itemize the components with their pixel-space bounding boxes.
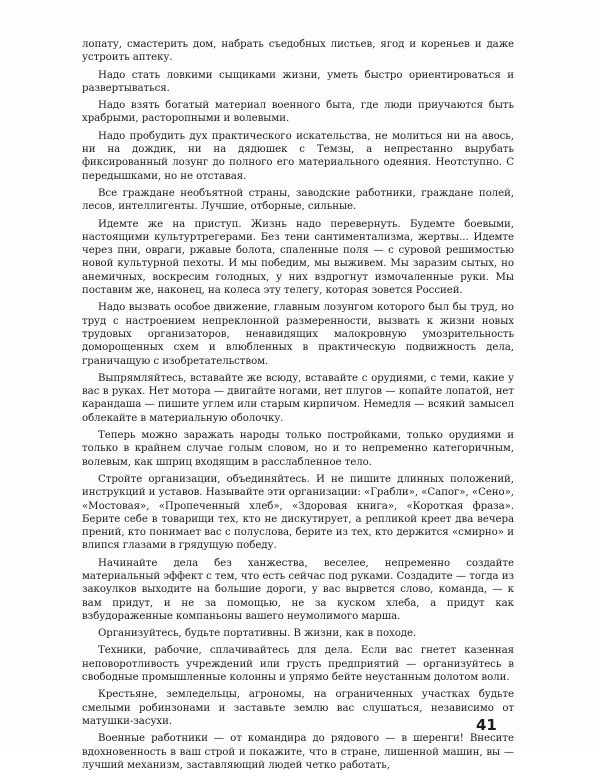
- paragraph: Теперь можно заражать народы только постройками, только орудиями и только в крайнем случае голым словом, но и то непременно категоричным, волевым, как шприц входящим в расслабленное тело.: [82, 430, 514, 468]
- paragraph: Крестьяне, земледельцы, агрономы, на ограниченных участках будьте смелыми робинзонами и заставьте землю вас слушаться, независимо от матушки-засухи.: [82, 689, 514, 727]
- paragraph: Стройте организации, объединяйтесь. И не пишите длинных положений, инструкций и уставов. Называйте эти организации: «Грабли», «Сапог», «Сено», «Мостовая», «Пропеченный хлеб», «Здоровая книга», «Короткая фраза». Берите себе в товарищи тех, кто не дискутирует, а репликой креет два вечера прений, кто понимает вас с полуслова, берите из тех, кто держится «смирно» и влипся глазами в грядущую победу.: [82, 473, 514, 552]
- paragraph: Надо стать ловкими сыщиками жизни, уметь быстро ориентироваться и развертываться.: [82, 69, 514, 94]
- paragraph: Надо взять богатый материал военного быта, где люди приучаются быть храбрыми, расторопными и волевыми.: [82, 100, 514, 125]
- paragraph: Все граждане необъятной страны, заводские работники, граждане полей, лесов, интеллигенты. Лучшие, отборные, сильные.: [82, 187, 514, 213]
- paragraph: Надо пробудить дух практического искательства, не молиться ни на авось, ни на дождик, ни на дядюшек с Темзы, а непрестанно вырубать фиксированный лозунг до полного его материального одеяния. Неотступно. С передышками, но не отставая.: [82, 130, 514, 182]
- page-number: 41: [476, 716, 497, 734]
- paragraph: лопату, смастерить дом, набрать съедобных листьев, ягод и кореньев и даже устроить аптеку.: [82, 39, 514, 64]
- paragraph: Техники, рабочие, сплачивайтесь для дела. Если вас гнетет казенная неповоротливость учреждений или грусть предприятий — организуйтесь в свободные промышленные колонны и упрямо бейте неустанным долотом воли.: [82, 645, 514, 684]
- paragraph: Начинайте дела без ханжества, веселее, непременно создайте материальный эффект с тем, что есть сейчас под руками. Создадите — тогда из закоулков выходите на большие дороги, у вас вырвется слово, команда, — к вам придут, и не за помощью, не за куском хлеба, а придут как взбудораженные компаньоны вашего неумолимого марша.: [82, 557, 514, 622]
- paragraph: Идемте же на приступ. Жизнь надо перевернуть. Будемте боевыми, настоящими культуртрегерами. Без тени сантиментализма, жертвы... Идемте через пни, овраги, ржавые болота, спаленные поля — с суровой решимостью новой культурной пехоты. И мы победим, мы выживем. Мы заразим сытых, но анемичных, воскресим голодных, у них вздрогнут измочаленные руки. Мы поставим же, наконец, на колеса эту телегу, которая зовется Россией.: [82, 218, 514, 297]
- paragraph: Надо вызвать особое движение, главным лозунгом которого был бы труд, но труд с настроением непреклонной размеренности, вызвать к жизни новых трудовых организаторов, ненавидящих малокровную умозрительность доморощенных схем и влюбленных в практическую подвижность дела, граничащую с изобретательством.: [82, 302, 514, 367]
- text-column: [82, 38, 514, 776]
- paragraph: Выпрямляйтесь, вставайте же всюду, вставайте с орудиями, с теми, какие у вас в руках. Нет мотора — двигайте ногами, нет плугов — копайте лопатой, нет карандаша — пишите углем или старым кирпичом. Немедля — всякий замысел облекайте в материальную оболочку.: [82, 372, 514, 424]
- paragraph: Военные работники — от командира до рядового — в шеренги! Внесите вдохновенность в ваш строй и покажите, что в стране, лишенной машин, вы — лучший механизм, заставляющий людей четко работать,: [82, 733, 514, 771]
- paragraph: Организуйтесь, будьте портативны. В жизни, как в походе.: [98, 628, 417, 640]
